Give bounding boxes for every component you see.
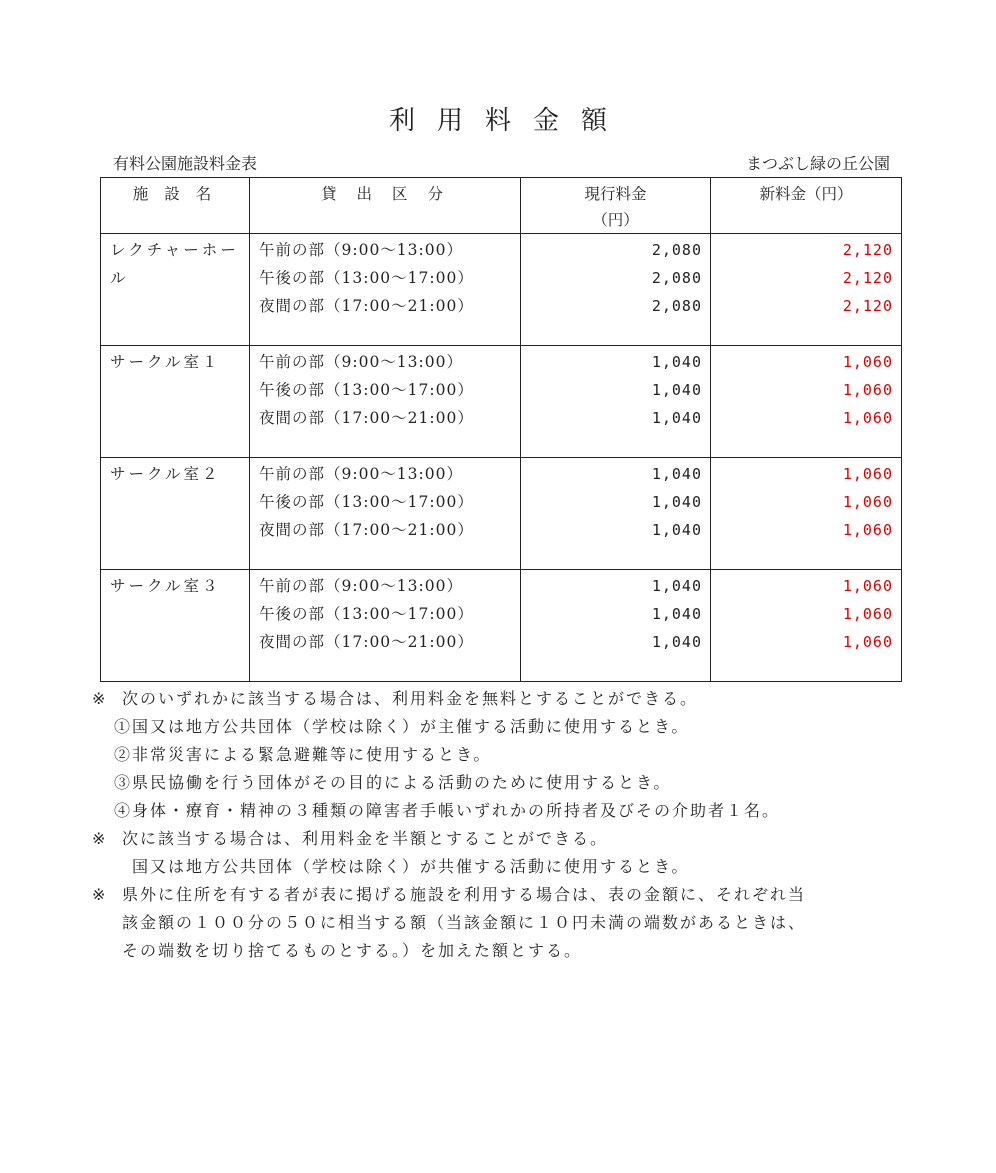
current-fee-cell	[521, 458, 711, 570]
new-fee: 1,060	[842, 381, 893, 399]
current-fee: 1,040	[651, 465, 702, 483]
note-free-item-1: ①国又は地方公共団体（学校は除く）が主催する活動に使用するとき。	[114, 717, 690, 736]
header-current-fee	[521, 178, 711, 234]
slot-label: 午前の部（9:00～13:00）	[259, 577, 463, 595]
table-row	[101, 346, 902, 458]
current-fee-cell	[521, 570, 711, 682]
current-fee: 1,040	[651, 577, 702, 595]
note-outside-line1: ※ 県外に住所を有する者が表に掲げる施設を利用する場合は、表の金額に、それぞれ当	[92, 881, 912, 909]
note-mark: ※	[92, 885, 108, 904]
slot-label-cell	[250, 234, 521, 346]
slot-label: 午前の部（9:00～13:00）	[259, 465, 463, 483]
current-fee: 1,040	[651, 521, 702, 539]
new-fee: 2,120	[842, 269, 893, 287]
new-fee-cell	[711, 234, 902, 346]
note-outside-line2: 該金額の１００分の５０に相当する額（当該金額に１０円未満の端数があるときは、	[122, 913, 807, 932]
current-fee: 2,080	[651, 297, 702, 315]
new-fee: 1,060	[842, 577, 893, 595]
current-fee-cell	[521, 346, 711, 458]
page-title: 利用料金額	[388, 106, 629, 136]
new-fee: 2,120	[842, 241, 893, 259]
table-row	[101, 570, 902, 682]
current-fee: 1,040	[651, 605, 702, 623]
new-fee: 1,060	[842, 633, 893, 651]
current-fee: 1,040	[651, 493, 702, 511]
slot-label: 夜間の部（17:00～21:00）	[259, 297, 474, 315]
header-current-fee-line1: 現行料金	[584, 185, 647, 203]
slot-label-cell	[250, 346, 521, 458]
header-new-fee: 新料金（円）	[711, 178, 902, 234]
slot-label: 午前の部（9:00～13:00）	[259, 241, 463, 259]
current-fee: 1,040	[651, 409, 702, 427]
current-fee: 1,040	[651, 381, 702, 399]
new-fee-cell	[711, 570, 902, 682]
new-fee: 1,060	[842, 465, 893, 483]
note-half-intro: ※ 次に該当する場合は、利用料金を半額とすることができる。	[92, 825, 912, 853]
note-outside-line3: その端数を切り捨てるものとする。）を加えた額とする。	[122, 941, 583, 960]
table-caption: 有料公園施設料金表	[113, 154, 258, 173]
new-fee: 2,120	[842, 297, 893, 315]
slot-label: 夜間の部（17:00～21:00）	[259, 521, 474, 539]
note-free-item-4: ④身体・療育・精神の３種類の障害者手帳いずれかの所持者及びその介助者１名。	[114, 801, 781, 820]
facility-name: サークル室１	[101, 346, 250, 458]
slot-label: 午後の部（13:00～17:00）	[259, 381, 474, 399]
note-free-item-3: ③県民協働を行う団体がその目的による活動のために使用するとき。	[114, 773, 672, 792]
facility-name: サークル室３	[101, 570, 250, 682]
fee-table	[100, 177, 902, 682]
slot-label: 夜間の部（17:00～21:00）	[259, 409, 474, 427]
slot-label: 午後の部（13:00～17:00）	[259, 269, 474, 287]
new-fee-cell	[711, 346, 902, 458]
slot-label: 午後の部（13:00～17:00）	[259, 605, 474, 623]
notes	[92, 685, 912, 965]
new-fee: 1,060	[842, 605, 893, 623]
note-mark: ※	[92, 689, 108, 708]
header-facility: 施設名	[101, 178, 250, 234]
new-fee: 1,060	[842, 493, 893, 511]
slot-label: 午前の部（9:00～13:00）	[259, 353, 463, 371]
header-current-fee-line2: （円）	[592, 211, 639, 229]
facility-name: レクチャーホール	[101, 234, 250, 346]
table-row	[101, 458, 902, 570]
new-fee: 1,060	[842, 353, 893, 371]
header-slot: 貸出区分	[250, 178, 521, 234]
new-fee: 1,060	[842, 409, 893, 427]
note-mark: ※	[92, 829, 108, 848]
table-row	[101, 234, 902, 346]
note-free-item-2: ②非常災害による緊急避難等に使用するとき。	[114, 745, 492, 764]
slot-label-cell	[250, 570, 521, 682]
new-fee: 1,060	[842, 521, 893, 539]
slot-label: 夜間の部（17:00～21:00）	[259, 633, 474, 651]
note-free-intro: ※ 次のいずれかに該当する場合は、利用料金を無料とすることができる。	[92, 685, 912, 713]
current-fee: 1,040	[651, 353, 702, 371]
new-fee-cell	[711, 458, 902, 570]
current-fee: 2,080	[651, 269, 702, 287]
slot-label: 午後の部（13:00～17:00）	[259, 493, 474, 511]
current-fee-cell	[521, 234, 711, 346]
table-header-row	[101, 178, 902, 234]
facility-name: サークル室２	[101, 458, 250, 570]
park-name: まつぶし緑の丘公園	[745, 154, 890, 173]
slot-label-cell	[250, 458, 521, 570]
current-fee: 2,080	[651, 241, 702, 259]
note-half-item: 国又は地方公共団体（学校は除く）が共催する活動に使用するとき。	[132, 857, 690, 876]
current-fee: 1,040	[651, 633, 702, 651]
